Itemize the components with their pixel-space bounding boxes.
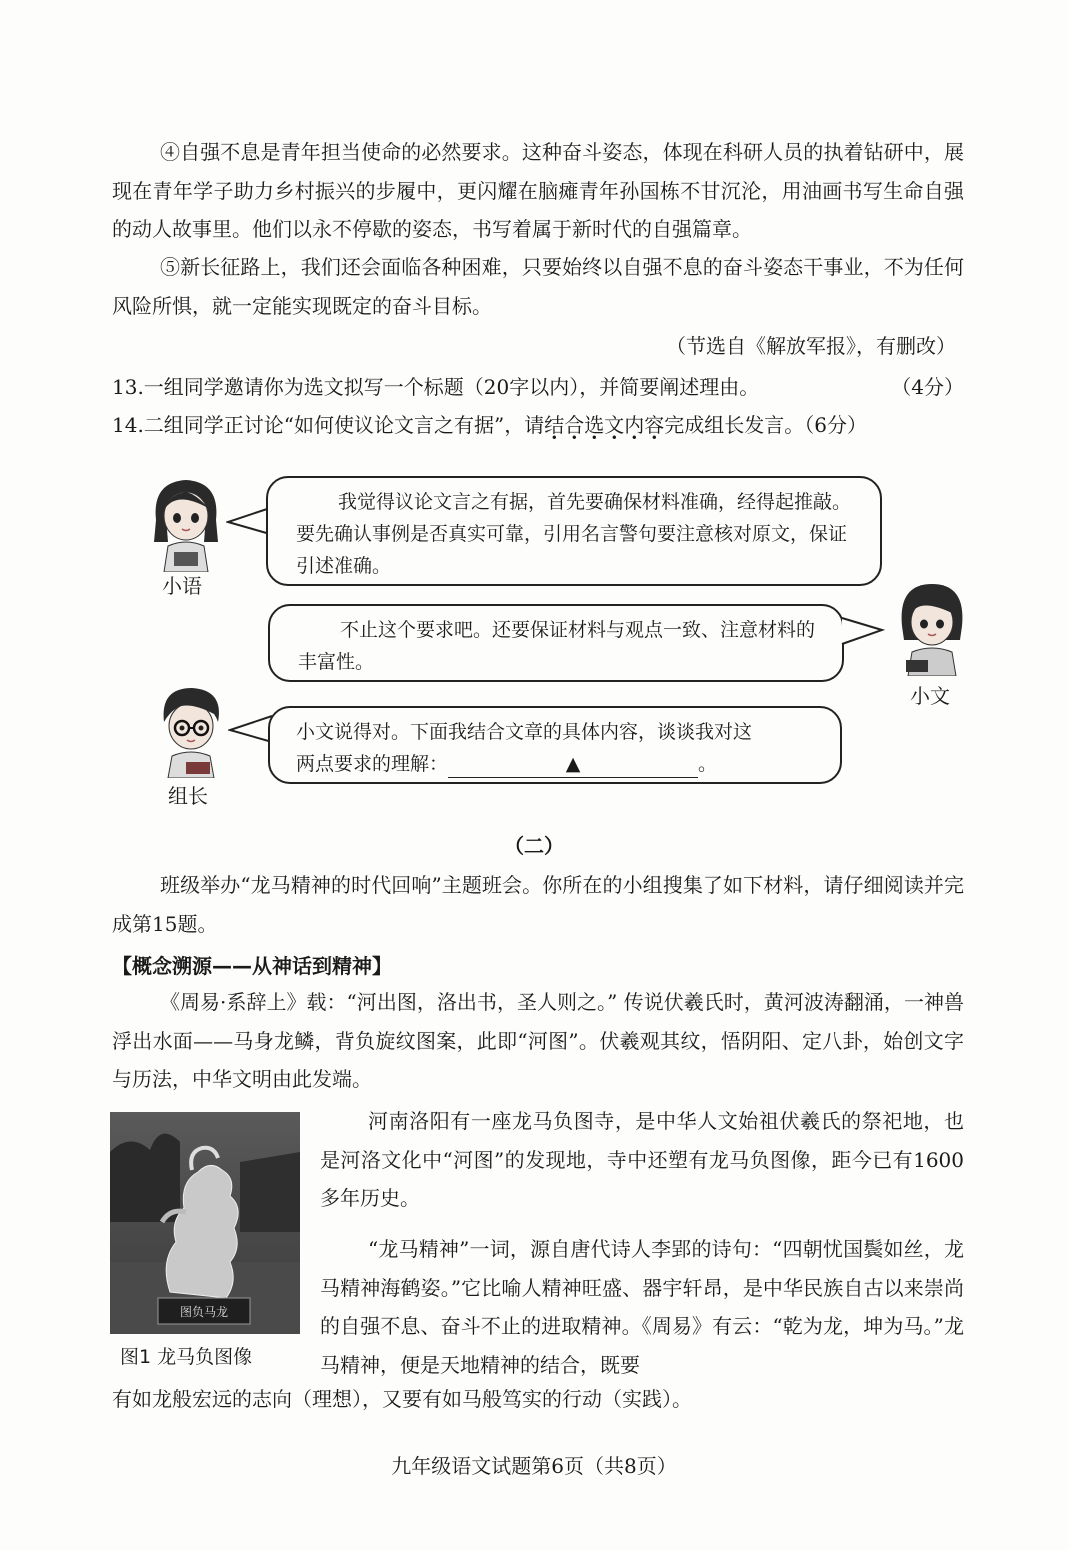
emphasis-char: 选 <box>584 413 605 437</box>
question-14-text-a: 14.二组同学正讨论“如何使议论文言之有据”，请 <box>112 413 545 437</box>
xiaoyu-name: 小语 <box>162 574 202 598</box>
question-14 <box>112 409 964 438</box>
emphasis-char: 内 <box>624 413 645 437</box>
part2-intro: 班级举办“龙马精神的时代回响”主题班会。你所在的小组搜集了如下材料，请仔细阅读并完成第15题。 <box>112 873 964 936</box>
xiaoyu-speech-bubble <box>266 476 882 586</box>
emphasis-char: 合 <box>564 413 585 437</box>
leader-name: 组长 <box>168 784 208 808</box>
paragraph-5: ⑤新长征路上，我们还会面临各种困难，只要始终以自强不息的奋斗姿态干事业，不为任何风险所惧，就一定能实现既定的奋斗目标。 <box>112 255 964 318</box>
plaque-text: 图负马龙 <box>179 1305 229 1319</box>
triangle-mark-icon: ▲ <box>565 753 581 775</box>
leader-speech-end: 。 <box>698 753 718 775</box>
answer-blank[interactable] <box>448 753 698 778</box>
concept-heading: 【概念溯源——从神话到精神】 <box>112 954 392 978</box>
emphasis-char: 结 <box>544 413 565 437</box>
leader-speech-line-1: 小文说得对。下面我结合文章的具体内容，谈谈我对这 <box>296 721 753 743</box>
leader-speech-bubble <box>268 706 842 784</box>
dragon-horse-statue-photo <box>110 1112 300 1334</box>
question-13-score: （4分） <box>891 375 964 399</box>
figure-caption: 图1 龙马负图像 <box>120 1346 253 1368</box>
leader-speech-line-2 <box>296 748 814 780</box>
xiaowen-name: 小文 <box>910 684 950 708</box>
xiaoyu-avatar-icon <box>146 472 226 572</box>
leader-avatar-icon <box>152 682 230 778</box>
xiaowen-avatar-icon <box>894 576 970 676</box>
emphasis-char: 文 <box>604 413 625 437</box>
part2-paragraph-3: “龙马精神”一词，源自唐代诗人李郢的诗句：“四朝忧国鬓如丝，龙马精神海鹤姿。”它比喻人精神旺盛、器宇轩昂，是中华民族自古以来崇尚的自强不息、奋斗不止的进取精神。《周易》有云：“乾为龙，坤为马。”龙马精神，便是天地精神的结合，既要 <box>320 1237 964 1377</box>
part2-paragraph-3-end: 有如龙般宏远的志向（理想），又要有如马般笃实的行动（实践）。 <box>112 1387 692 1411</box>
part2-paragraph-1: 《周易·系辞上》载：“河出图，洛出书，圣人则之。” 传说伏羲氏时，黄河波涛翻涌，一神兽浮出水面——马身龙鳞，背负旋纹图案，此即“河图”。伏羲观其纹，悟阴阳、定八卦，始创文字与历法，中华文明由此发端。 <box>112 990 964 1091</box>
emphasis-char: 容 <box>644 413 665 437</box>
paragraph-4: ④自强不息是青年担当使命的必然要求。这种奋斗姿态，体现在科研人员的执着钻研中，展现在青年学子助力乡村振兴的步履中，更闪耀在脑瘫青年孙国栋不甘沉沦，用油画书写生命自强的动人故事里。他们以永不停歇的姿态，书写着属于新时代的自强篇章。 <box>112 140 964 241</box>
question-14-text-b: 完成组长发言。（6分） <box>664 413 867 437</box>
leader-speech-text: 两点要求的理解： <box>296 753 449 775</box>
speech-bubble-tail <box>840 612 886 652</box>
xiaoyu-speech-text: 我觉得议论文言之有据，首先要确保材料准确，经得起推敲。要先确认事例是否真实可靠，引用名言警句要注意核对原文，保证引述准确。 <box>296 491 852 577</box>
section-title: （二） <box>504 834 564 858</box>
question-13 <box>112 371 964 400</box>
xiaowen-speech-bubble <box>268 604 844 682</box>
source-citation: （节选自《解放军报》，有删改） <box>666 334 956 358</box>
part2-paragraph-2: 河南洛阳有一座龙马负图寺，是中华人文始祖伏羲氏的祭祀地，也是河洛文化中“河图”的发现地，寺中还塑有龙马负图像，距今已有1600多年历史。 <box>320 1109 964 1210</box>
question-13-text: 13.一组同学邀请你为选文拟写一个标题（20字以内），并简要阐述理由。 <box>112 375 760 399</box>
xiaowen-speech-text: 不止这个要求吧。还要保证材料与观点一致、注意材料的丰富性。 <box>298 619 816 673</box>
page-footer: 九年级语文试题第6页（共8页） <box>391 1454 677 1478</box>
